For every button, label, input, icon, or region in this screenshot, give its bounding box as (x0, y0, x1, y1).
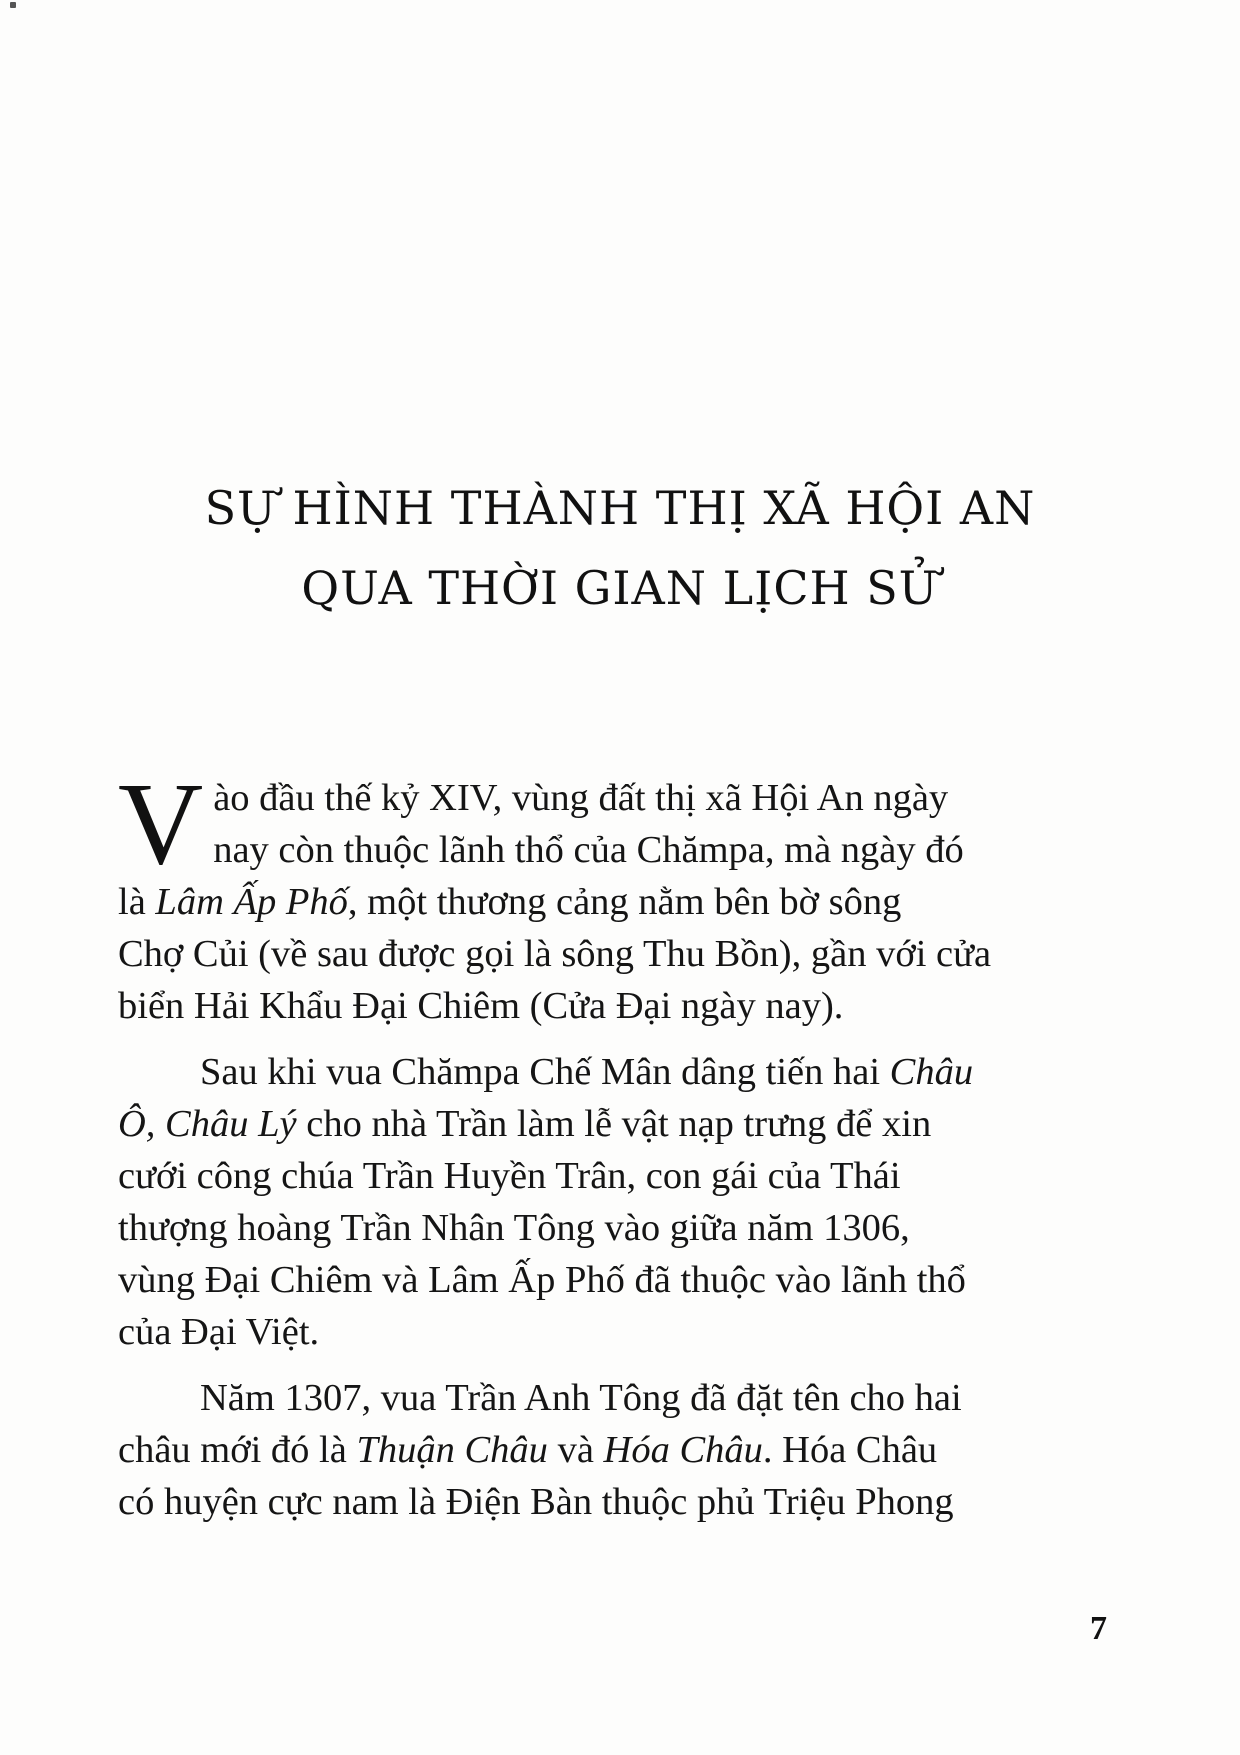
text-run: cho nhà Trần làm lễ vật nạp trưng để xin (296, 1103, 932, 1145)
text-run: cưới công chúa Trần Huyền Trân, con gái của Thái (118, 1155, 901, 1197)
text-run: là (118, 881, 156, 923)
italic-place-name: Hóa Châu (603, 1429, 763, 1471)
text-line (118, 876, 1122, 928)
text-run: . Hóa Châu (762, 1429, 938, 1471)
text-line: ào đầu thế kỷ XIV, vùng đất thị xã Hội An ngày (213, 777, 949, 819)
body-text (118, 758, 1122, 1542)
chapter-title (0, 468, 1240, 628)
drop-cap: V (118, 758, 204, 889)
italic-place-name: Ô, Châu Lý (118, 1103, 297, 1145)
chapter-title-line-1: SỰ HÌNH THÀNH THỊ XÃ HỘI AN (204, 481, 1036, 535)
paragraph-2 (118, 1046, 1122, 1358)
italic-place-name: Lâm Ấp Phố (155, 881, 348, 923)
text-line: biển Hải Khẩu Đại Chiêm (Cửa Đại ngày nay). (118, 985, 844, 1027)
text-line: nay còn thuộc lãnh thổ của Chămpa, mà ngày đó (213, 829, 964, 871)
text-run: thượng hoàng Trần Nhân Tông vào giữa năm 1306, (118, 1207, 910, 1249)
text-run: có huyện cực nam là Điện Bàn thuộc phủ Triệu Phong (118, 1481, 954, 1523)
text-run: , một thương cảng nằm bên bờ sông (347, 881, 902, 923)
paragraph-3 (118, 1372, 1122, 1528)
italic-place-name: Châu (889, 1051, 974, 1093)
italic-place-name: Thuận Châu (356, 1429, 548, 1471)
page-number: 7 (1090, 1610, 1107, 1647)
text-line: Chợ Củi (về sau được gọi là sông Thu Bồn), gần với cửa (118, 933, 992, 975)
text-run: của Đại Việt. (118, 1311, 320, 1353)
chapter-title-line-2: QUA THỜI GIAN LỊCH SỬ (301, 561, 939, 615)
text-run: châu mới đó là (118, 1429, 357, 1471)
text-run: Sau khi vua Chămpa Chế Mân dâng tiến hai (200, 1051, 890, 1093)
scan-artifact (10, 2, 16, 8)
text-run: vùng Đại Chiêm và Lâm Ấp Phố đã thuộc vào lãnh thổ (118, 1259, 966, 1301)
paragraph-1 (118, 758, 1122, 1032)
text-run: Năm 1307, vua Trần Anh Tông đã đặt tên cho hai (200, 1377, 962, 1419)
text-run: và (547, 1429, 604, 1471)
